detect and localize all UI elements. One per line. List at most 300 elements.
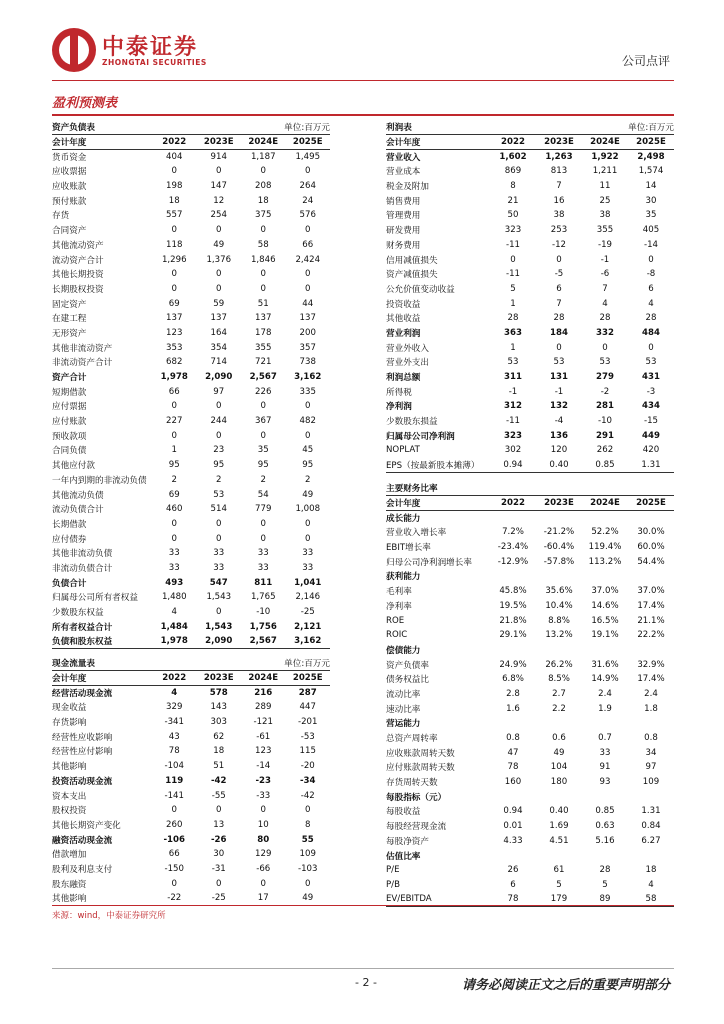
row-label: 税金及附加 — [386, 182, 429, 193]
empty-cell — [582, 569, 628, 584]
row-value: -23.4% — [497, 542, 529, 553]
row-value: -1 — [600, 254, 610, 265]
table-row — [386, 804, 674, 819]
row-value: 164 — [210, 327, 227, 338]
row-label: 其他长期投资 — [52, 270, 104, 281]
row-value: 354 — [210, 342, 227, 353]
row-label: 存货影响 — [52, 718, 87, 729]
row-value: 8 — [510, 181, 516, 192]
row-label: 每股经营现金流 — [386, 822, 447, 833]
row-value: 2 — [171, 474, 177, 485]
row-value: 0.8 — [506, 733, 520, 744]
row-label: 其他流动资产 — [52, 240, 104, 251]
row-label: 其他收益 — [386, 314, 421, 325]
row-label: P/B — [386, 879, 400, 890]
table-row — [52, 832, 330, 847]
row-value: 137 — [166, 313, 183, 324]
row-value: 1.69 — [549, 821, 569, 832]
row-value: 95 — [302, 460, 314, 471]
table-row — [386, 863, 674, 878]
table-row — [52, 282, 330, 297]
row-label: 净利率 — [386, 601, 412, 612]
empty-cell — [628, 848, 674, 863]
row-value: 449 — [642, 430, 660, 441]
table-header-row — [386, 496, 674, 511]
header-year: 2022 — [152, 135, 197, 150]
table-row — [52, 759, 330, 774]
row-label: 负债合计 — [52, 578, 87, 589]
row-value: 578 — [209, 687, 228, 698]
table-row — [386, 599, 674, 614]
row-label: 长期借款 — [52, 519, 87, 530]
row-value: 33 — [599, 747, 611, 758]
row-value: -10 — [256, 607, 271, 618]
row-value: 1,543 — [205, 621, 233, 632]
row-value: 0 — [216, 607, 222, 618]
source-note: 来源：wind，中泰证券研究所 — [52, 911, 166, 921]
table-row — [386, 311, 674, 326]
row-value: 54.4% — [637, 556, 665, 567]
row-value: 869 — [504, 166, 522, 177]
table-title-row — [52, 656, 330, 671]
row-value: 2,567 — [241, 634, 286, 649]
row-value: 32.9% — [637, 659, 665, 670]
table-row — [52, 891, 330, 906]
row-value: -60.4% — [543, 542, 575, 553]
row-value: 104 — [550, 762, 568, 773]
row-value: -103 — [297, 863, 318, 874]
table-row — [386, 775, 674, 790]
row-value: 0.63 — [595, 821, 615, 832]
row-value: 49 — [553, 747, 565, 758]
row-label: 销售费用 — [386, 196, 421, 207]
row-value: 2,121 — [294, 621, 322, 632]
row-value: 0 — [216, 518, 222, 529]
row-value: 7 — [556, 298, 562, 309]
section-group-row — [386, 510, 674, 525]
row-value: 216 — [254, 687, 273, 698]
row-label: 其他应付款 — [52, 461, 95, 472]
table-row — [52, 443, 330, 458]
row-value: -10 — [597, 416, 613, 427]
row-value: 227 — [166, 416, 183, 427]
row-value: -14 — [256, 761, 271, 772]
row-value: -201 — [297, 717, 318, 728]
table-row — [52, 340, 330, 355]
row-value: -22 — [152, 891, 197, 906]
row-value: 4 — [171, 607, 177, 618]
row-label: 成长能力 — [386, 513, 421, 524]
row-value: 420 — [642, 445, 660, 456]
row-label: 非流动负债合计 — [52, 563, 113, 574]
row-value: 0 — [602, 342, 608, 353]
row-value: 914 — [210, 151, 227, 162]
row-value: 813 — [550, 166, 568, 177]
row-value: -11 — [505, 239, 521, 250]
row-value: 1,484 — [160, 621, 188, 632]
row-value: 1,008 — [295, 504, 321, 515]
row-value: 1,846 — [250, 254, 276, 265]
row-value: 1 — [510, 342, 516, 353]
row-value: 355 — [255, 342, 272, 353]
row-value: 460 — [166, 504, 183, 515]
table-row — [52, 208, 330, 223]
row-value: 0 — [648, 342, 654, 353]
row-label: 营业收入 — [386, 152, 421, 163]
row-value: 1,922 — [591, 151, 619, 162]
row-value: 6 — [510, 879, 516, 890]
row-label: 资本支出 — [52, 791, 87, 802]
row-label: 利润总额 — [386, 373, 421, 384]
row-value: -25 — [300, 607, 315, 618]
row-value: 13 — [213, 819, 225, 830]
row-value: 17 — [241, 891, 286, 906]
row-value: 0 — [216, 805, 222, 816]
header-label: 会计年度 — [52, 135, 152, 150]
row-value: 53 — [645, 357, 657, 368]
row-label: NOPLAT — [386, 445, 420, 456]
header-year: 2022 — [490, 135, 536, 150]
row-value: 18 — [645, 865, 657, 876]
table-row — [52, 561, 330, 576]
row-value: 714 — [210, 357, 227, 368]
source-divider — [52, 905, 674, 906]
table-row — [52, 575, 330, 590]
row-value: -53 — [300, 731, 315, 742]
row-value: 5 — [510, 283, 516, 294]
row-value: 200 — [299, 327, 316, 338]
row-label: 经营性应收影响 — [52, 732, 113, 743]
empty-cell — [490, 789, 536, 804]
row-value: -21.2% — [543, 527, 575, 538]
row-value: 357 — [299, 342, 316, 353]
row-value: 0 — [305, 401, 311, 412]
row-value: 0 — [171, 533, 177, 544]
table-row — [52, 847, 330, 862]
row-value: 16 — [553, 195, 565, 206]
table-row — [386, 370, 674, 385]
table-row — [52, 803, 330, 818]
row-value: 208 — [255, 181, 272, 192]
row-value: 5 — [602, 879, 608, 890]
row-value: 118 — [166, 239, 183, 250]
row-value: 8.8% — [548, 615, 570, 626]
row-value: 2,090 — [197, 634, 242, 649]
row-value: 30 — [645, 195, 657, 206]
row-value: 26.2% — [545, 659, 573, 670]
table-row — [52, 149, 330, 164]
row-value: 1 — [171, 445, 177, 456]
row-value: 2.4 — [644, 688, 658, 699]
row-value: 16.5% — [591, 615, 619, 626]
row-value: 33 — [168, 562, 180, 573]
row-label: 营业成本 — [386, 167, 421, 178]
table-row — [52, 715, 330, 730]
row-value: 811 — [254, 577, 273, 588]
row-label: EPS（按最新股本摊薄） — [386, 458, 490, 473]
row-value: -3 — [646, 386, 656, 397]
row-value: 136 — [550, 430, 568, 441]
header-divider — [52, 80, 674, 81]
table-row — [52, 296, 330, 311]
row-value: 0 — [171, 269, 177, 280]
row-value: 434 — [642, 401, 660, 412]
row-value: 69 — [168, 298, 180, 309]
row-value: 287 — [298, 687, 317, 698]
row-value: 1 — [510, 298, 516, 309]
row-value: 10 — [257, 819, 269, 830]
row-value: 47 — [507, 747, 519, 758]
row-value: -341 — [164, 717, 184, 728]
row-value: 35 — [257, 445, 269, 456]
table-row — [386, 525, 674, 540]
row-label: 应收账款 — [52, 182, 87, 193]
table-row — [386, 355, 674, 370]
row-value: 0 — [216, 533, 222, 544]
row-value: 2.2 — [552, 703, 566, 714]
row-value: 0.85 — [582, 458, 628, 473]
row-value: 120 — [550, 445, 568, 456]
table-row — [386, 252, 674, 267]
row-value: 0.6 — [552, 733, 566, 744]
row-value: 2.7 — [552, 688, 566, 699]
header-year: 2023E — [536, 135, 582, 150]
row-value: -5 — [554, 269, 564, 280]
row-value: 0 — [171, 401, 177, 412]
row-label: 每股收益 — [386, 807, 421, 818]
row-value: 6 — [556, 283, 562, 294]
title-spacer — [490, 481, 674, 496]
row-value: 66 — [168, 386, 180, 397]
row-value: 1.9 — [598, 703, 612, 714]
row-label: 应收票据 — [52, 167, 87, 178]
row-value: 1,756 — [249, 621, 277, 632]
table-row — [386, 628, 674, 643]
row-value: 329 — [166, 702, 183, 713]
table-row — [52, 517, 330, 532]
table-row — [52, 399, 330, 414]
row-value: 2 — [216, 474, 222, 485]
row-value: 0 — [216, 225, 222, 236]
row-value: 323 — [504, 225, 522, 236]
row-value: 119.4% — [588, 542, 622, 553]
row-value: -12.9% — [497, 556, 529, 567]
row-value: 33 — [302, 562, 314, 573]
table-row — [52, 685, 330, 700]
table-row — [52, 164, 330, 179]
row-label: 少数股东权益 — [52, 608, 104, 619]
row-label: 营业收入增长率 — [386, 528, 447, 539]
row-value: 3,162 — [286, 634, 331, 649]
row-value: -61 — [256, 731, 271, 742]
table-row — [52, 252, 330, 267]
row-value: 18 — [257, 195, 269, 206]
row-value: 21 — [507, 195, 519, 206]
header-year: 2025E — [628, 496, 674, 511]
row-label: 其他非流动负债 — [52, 549, 113, 560]
row-value: -31 — [211, 863, 226, 874]
table-row — [52, 223, 330, 238]
row-value: 14.9% — [591, 674, 619, 685]
row-value: 1.31 — [628, 458, 674, 473]
row-value: 0 — [305, 533, 311, 544]
row-value: 109 — [299, 849, 316, 860]
row-value: 0 — [556, 254, 562, 265]
row-label: 股东融资 — [52, 879, 87, 890]
row-label: 合同资产 — [52, 226, 87, 237]
row-value: -42 — [300, 790, 315, 801]
row-label: 其他非流动资产 — [52, 343, 113, 354]
table-row — [386, 834, 674, 849]
row-value: 1,574 — [638, 166, 664, 177]
row-value: 0 — [260, 269, 266, 280]
table-row — [52, 531, 330, 546]
row-value: 2,090 — [205, 372, 233, 383]
row-value: 13.2% — [545, 630, 573, 641]
row-label: 营业外收入 — [386, 343, 429, 354]
row-value: 54 — [257, 489, 269, 500]
row-value: 289 — [255, 702, 272, 713]
row-value: 17.4% — [637, 600, 665, 611]
row-value: 7 — [556, 181, 562, 192]
row-label: 固定资产 — [52, 299, 87, 310]
header-year: 2023E — [536, 496, 582, 511]
row-value: -104 — [164, 761, 184, 772]
row-label: 预收款项 — [52, 431, 87, 442]
table-row — [386, 149, 674, 164]
row-value: 1,263 — [545, 151, 573, 162]
table-row — [52, 428, 330, 443]
row-label: 一年内到期的非流动负债 — [52, 475, 147, 486]
row-value: 363 — [504, 327, 522, 338]
row-value: 4 — [171, 687, 178, 698]
row-value: 198 — [166, 181, 183, 192]
row-value: 0.94 — [503, 806, 523, 817]
table-header-row — [52, 135, 330, 150]
row-label: 营业外支出 — [386, 358, 429, 369]
row-value: 0 — [216, 401, 222, 412]
row-value: 0 — [260, 225, 266, 236]
table-title: 主要财务比率 — [386, 484, 438, 495]
row-label: 获利能力 — [386, 572, 421, 583]
section-underline — [52, 114, 674, 116]
empty-cell — [536, 716, 582, 731]
row-value: 109 — [642, 777, 660, 788]
row-value: 0 — [305, 166, 311, 177]
row-value: -34 — [299, 775, 316, 786]
table-row — [386, 223, 674, 238]
financial-ratios-table — [386, 481, 674, 907]
row-value: 30.0% — [637, 527, 665, 538]
row-value: 30 — [213, 849, 225, 860]
row-value: -23 — [255, 775, 272, 786]
row-label: 货币资金 — [52, 152, 87, 163]
row-value: 33 — [302, 548, 314, 559]
row-value: 8.5% — [548, 674, 570, 685]
row-value: 123 — [166, 327, 183, 338]
row-value: 24.9% — [499, 659, 527, 670]
header-year: 2023E — [197, 671, 242, 686]
balance-sheet-table — [52, 120, 330, 649]
table-row — [386, 428, 674, 443]
table-row — [386, 731, 674, 746]
table-row — [52, 774, 330, 789]
row-value: 18 — [168, 195, 180, 206]
row-value: 18 — [213, 746, 225, 757]
row-label: 负债和股东权益 — [52, 634, 152, 649]
table-row — [52, 487, 330, 502]
row-value: 60.0% — [637, 542, 665, 553]
row-value: 129 — [255, 849, 272, 860]
row-label: 存货 — [52, 211, 70, 222]
row-label: 所有者权益合计 — [52, 622, 113, 633]
empty-cell — [490, 848, 536, 863]
table-row — [52, 590, 330, 605]
table-row — [386, 878, 674, 893]
row-value: 0 — [305, 878, 311, 889]
table-row — [386, 701, 674, 716]
row-value: 253 — [550, 225, 568, 236]
row-value: 11 — [599, 181, 611, 192]
row-value: 405 — [642, 225, 660, 236]
row-value: 0 — [648, 254, 654, 265]
empty-cell — [628, 643, 674, 658]
row-value: 0 — [260, 166, 266, 177]
row-value: 514 — [210, 504, 227, 515]
row-label: 营业利润 — [386, 328, 421, 339]
row-value: 738 — [299, 357, 316, 368]
row-label: 应收账款周转天数 — [386, 748, 455, 759]
row-value: 95 — [168, 460, 180, 471]
row-value: 0 — [171, 283, 177, 294]
table-row — [52, 502, 330, 517]
header-year: 2024E — [241, 135, 286, 150]
table-row — [386, 296, 674, 311]
row-value: 0.8 — [644, 733, 658, 744]
row-value: 0 — [171, 518, 177, 529]
row-value: 1,480 — [161, 592, 187, 603]
table-row — [52, 458, 330, 473]
row-value: 0.94 — [490, 458, 536, 473]
table-row — [386, 540, 674, 555]
row-value: 1,602 — [499, 151, 527, 162]
row-value: 143 — [210, 702, 227, 713]
section-group-row — [386, 848, 674, 863]
row-value: 4.33 — [503, 835, 523, 846]
table-row — [386, 399, 674, 414]
row-value: 14 — [645, 181, 657, 192]
section-group-row — [386, 789, 674, 804]
table-row — [52, 634, 330, 649]
unit-label: 单位:百万元 — [284, 123, 330, 134]
table-row — [386, 760, 674, 775]
row-value: -1 — [554, 386, 564, 397]
table-title: 现金流量表 — [52, 659, 95, 670]
row-label: 信用减值损失 — [386, 255, 438, 266]
row-value: 1,978 — [152, 634, 197, 649]
row-value: 2.8 — [506, 688, 520, 699]
table-row — [52, 729, 330, 744]
row-value: 303 — [210, 717, 227, 728]
row-label: 归属母公司净利润 — [386, 431, 455, 442]
table-row — [386, 584, 674, 599]
table-row — [52, 370, 330, 385]
table-row — [52, 267, 330, 282]
row-value: -6 — [600, 269, 610, 280]
row-value: 0 — [216, 269, 222, 280]
table-row — [386, 193, 674, 208]
row-value: 50 — [507, 210, 519, 221]
